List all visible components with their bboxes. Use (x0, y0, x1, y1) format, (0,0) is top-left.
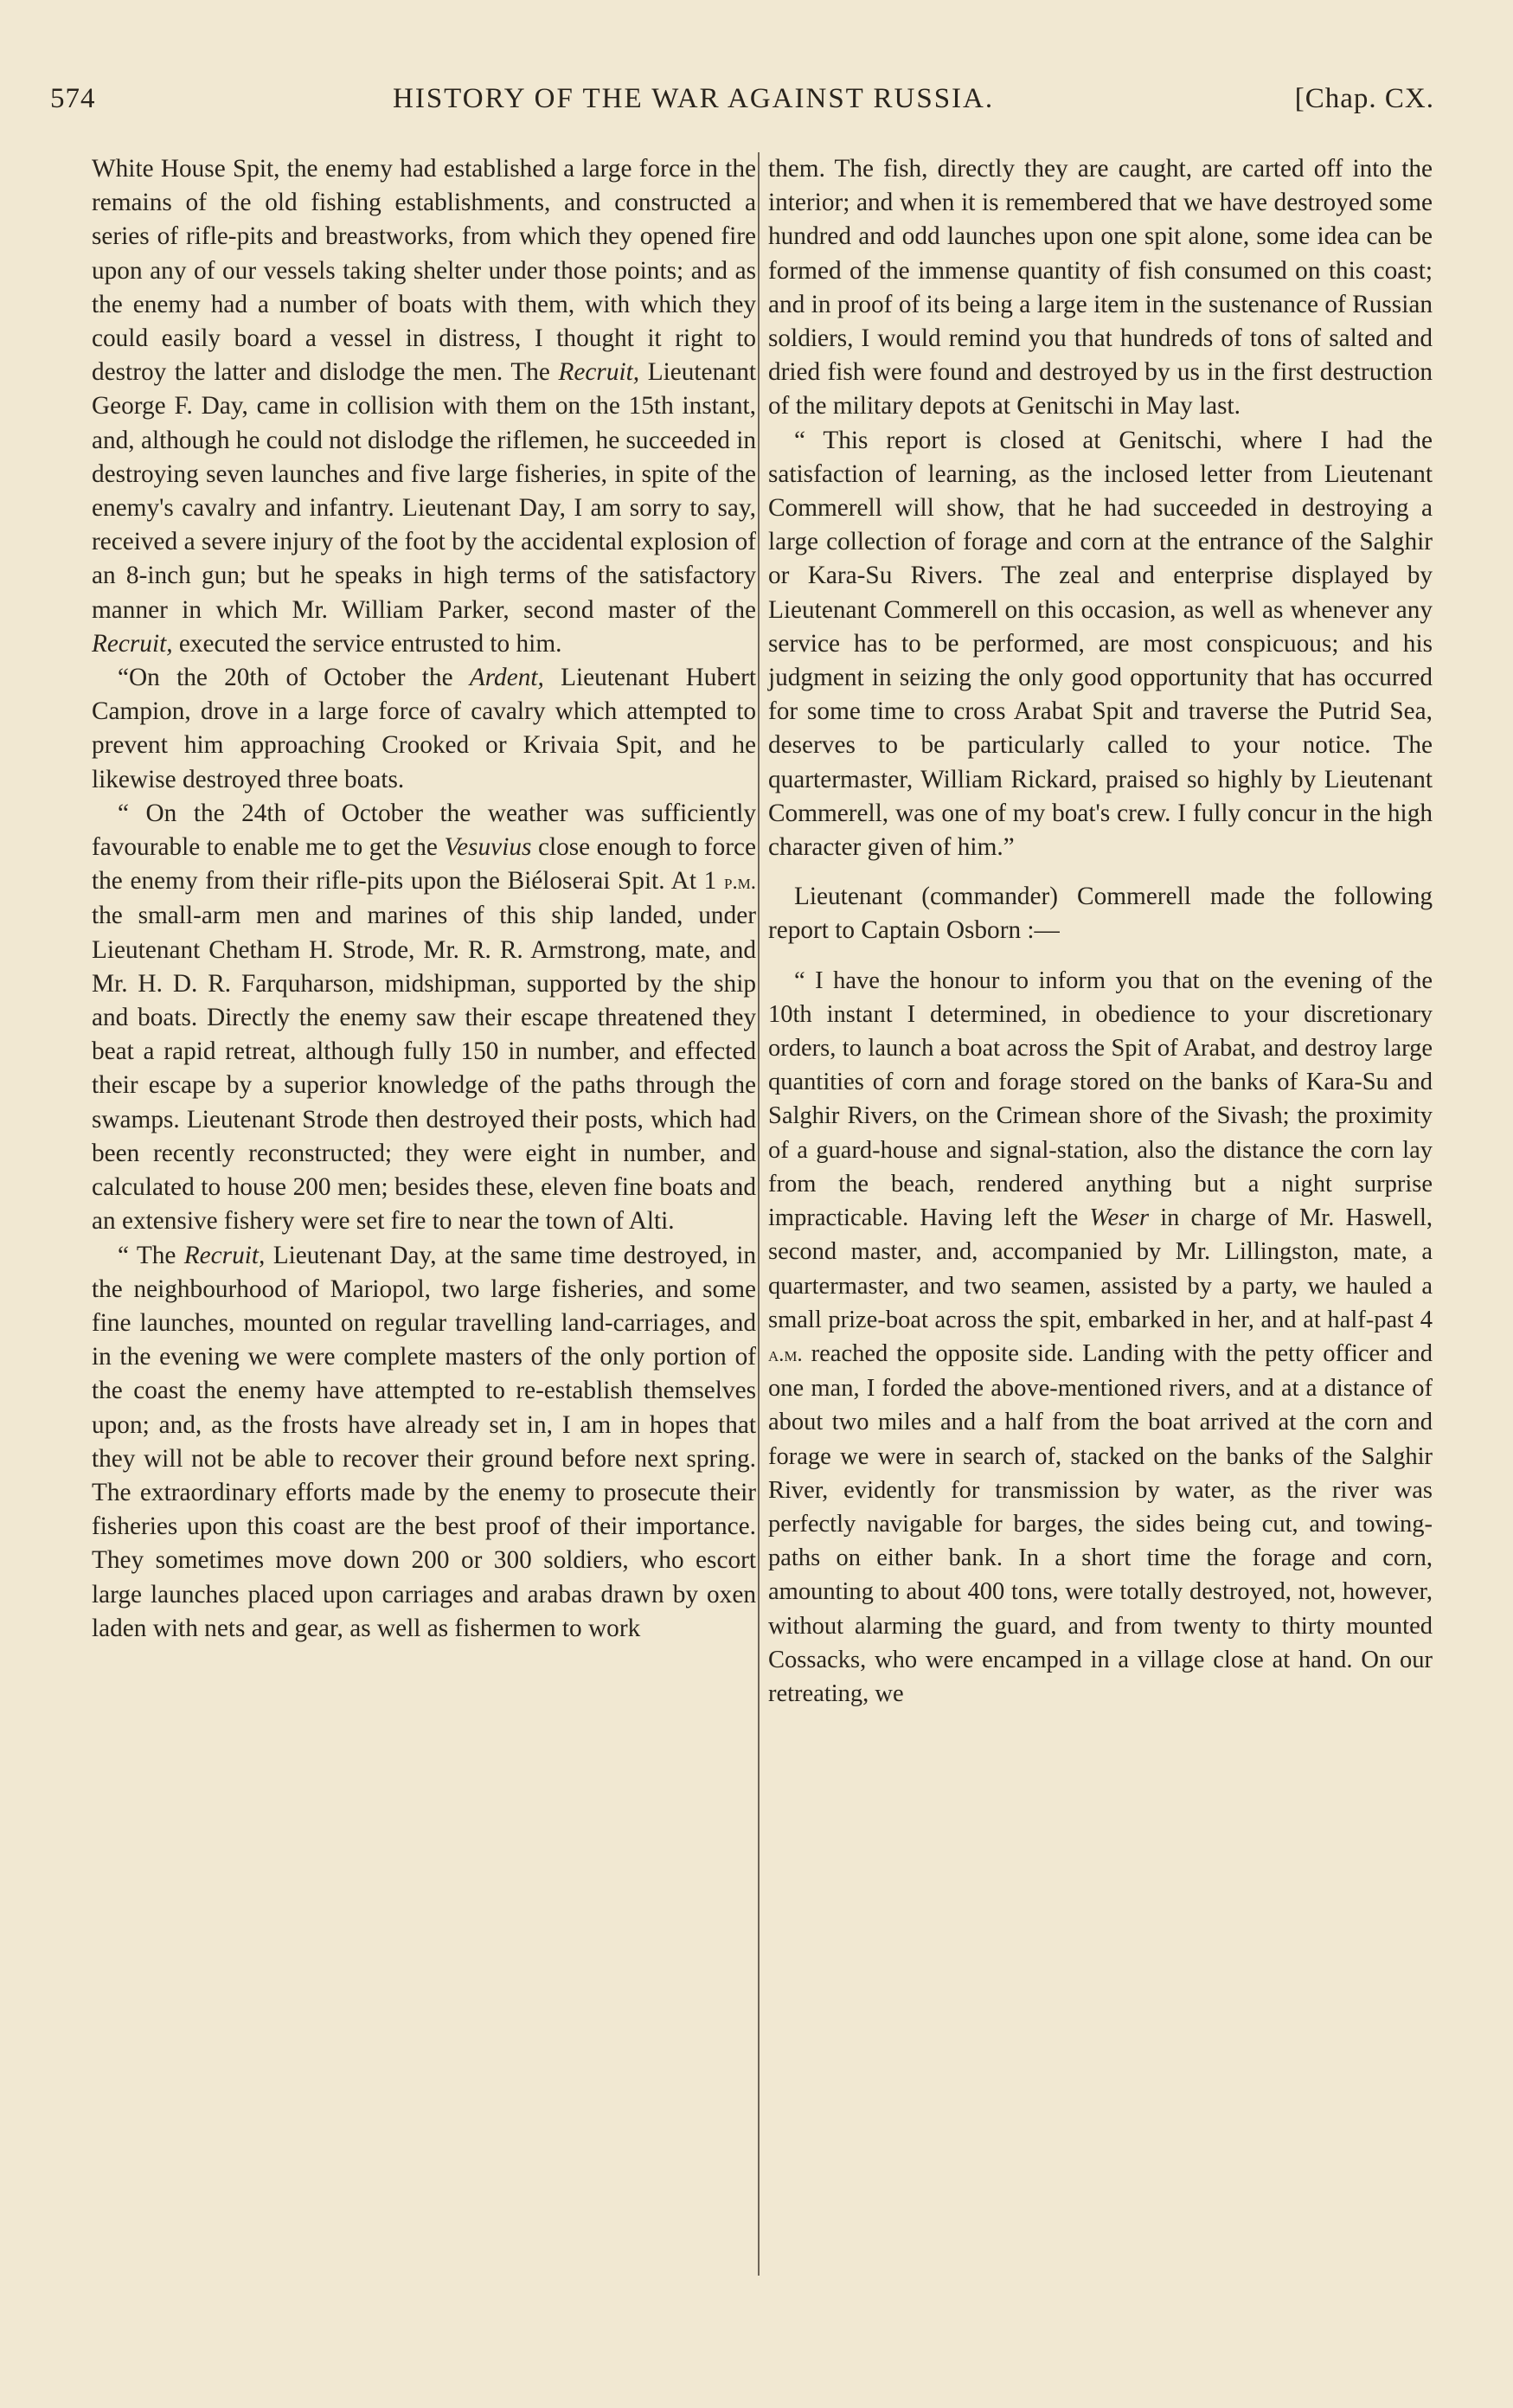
paragraph: Lieutenant (commander) Commerell made the following report to Captain Osborn :— (768, 883, 1433, 945)
text-run: White House Spit, the enemy had established a large force in the remains of the old fishing establishments, and constructed a series of rifle-pits and breastworks, from which they opened fire upon any of our vessels taking shelter under those points; and as the enemy had a number of boats with them, with which they could easily board a vessel in distress, I thought it right to destroy the latter and dislodge the men. The (92, 155, 756, 387)
ship-name: Ardent, (469, 664, 544, 692)
text-run: “On the 20th of October the (118, 664, 470, 692)
running-title: HISTORY OF THE WAR AGAINST RUSSIA. (393, 83, 995, 114)
ship-name: Weser (1089, 1204, 1150, 1232)
text-run: Lieutenant George F. Day, came in collision with them on the 15th instant, and, although he could not dislodge the riflemen, he succeeded in destroying seven launches and five large fisheries, in spite of the enemy's cavalry and infantry. Lieutenant Day, I am sorry to say, received a severe injury of the foot by the accidental explosion of an 8-inch gun; but he speaks in high terms of the satisfactory manner in which Mr. William Parker, second master of the (92, 358, 756, 624)
right-column (768, 152, 1433, 1711)
chapter-label: [Chap. CX. (1294, 83, 1434, 114)
text-run: the small-arm men and marines of this ship landed, under Lieutenant Chetham H. Strode, Mr. R. R. Armstrong, mate, and Mr. H. D. R. Farquharson, midshipman, supported by the ship and boats. Directly the enemy saw their escape threatened they beat a rapid retreat, although fully 150 in number, and effected their escape by a superior knowledge of the paths through the swamps. Lieutenant Strode then destroyed their posts, which had been recently reconstructed; they were eight in number, and calculated to house 200 men; besides these, eleven fine boats and an extensive fishery were set fire to near the town of Alti. (92, 902, 756, 1236)
time-abbrev: p.m. (723, 870, 756, 895)
paragraph (92, 797, 756, 1239)
time-abbrev: a.m. (768, 1342, 803, 1366)
text-run: reached the opposite side. Landing with the petty officer and one man, I forded the above-mentioned rivers, and at a distance of about two miles and a half from the boat arrived at the corn and forage we were in search of, stacked on the banks of the Salghir River, evidently for transmission by water, as the river was perfectly navigable for barges, the sides being cut, and towing-paths on either bank. In a short time the forage and corn, amounting to about 400 tons, were totally destroyed, not, however, without alarming the guard, and from twenty to thirty mounted Cossacks, who were encamped in a village close at hand. On our retreating, we (768, 1339, 1433, 1707)
ship-name: Recruit, (558, 358, 640, 387)
left-column (92, 152, 756, 1646)
paragraph: them. The fish, directly they are caught, are carted off into the interior; and when it is remembered that we have destroyed some hundred and odd launches upon one spit alone, some idea can be formed of the immense quantity of fish consumed on this coast; and in proof of its being a large item in the sustenance of Russian soldiers, I would remind you that hundreds of tons of salted and dried fish were found and destroyed by us in the first destruction of the military depots at Genitschi in May last. (768, 155, 1433, 421)
paragraph (92, 152, 756, 661)
paragraph: “ This report is closed at Genitschi, where I had the satisfaction of learning, as the inclosed letter from Lieutenant Commerell will show, that he had succeeded in destroying a large collection of forage and corn at the entrance of the Salghir or Kara-Su Rivers. The zeal and enterprise displayed by Lieutenant Commerell on this occasion, as well as whenever any service has to be performed, are most conspicuous; and his judgment in seizing the only good opportunity that has occurred for some time to cross Arabat Spit and traverse the Putrid Sea, deserves to be particularly called to your notice. The quartermaster, William Rickard, praised so highly by Lieutenant Commerell, was one of my boat's crew. I fully concur in the high character given of him.” (768, 426, 1433, 862)
paragraph (92, 1239, 756, 1646)
text-run: executed the service entrusted to him. (172, 629, 562, 658)
text-run: “ I have the honour to inform you that on the evening of the 10th instant I determined, in obedience to your discretionary orders, to launch a boat across the Spit of Arabat, and destroy large quantities of corn and forage stored on the banks of Kara-Su and Salghir Rivers, on the Crimean shore of the Sivash; the proximity of a guard-house and signal-station, also the distance the corn lay from the beach, rendered anything but a night surprise impracticable. Having left the (768, 966, 1433, 1232)
running-header (50, 83, 1434, 125)
page-number: 574 (50, 83, 96, 114)
text-run: Lieutenant Hubert Campion, drove in a large force of cavalry which attempted to prevent him approaching Crooked or Krivaia Spit, and he likewise destroyed three boats. (92, 664, 756, 793)
ship-name: Recruit, (92, 629, 173, 658)
paragraph (92, 661, 756, 797)
column-divider (758, 152, 760, 2276)
ship-name: Recruit, (183, 1241, 266, 1269)
text-run: in charge of Mr. Haswell, second master, and, accompanied by Mr. Lillingston, mate, a quartermaster, and two seamen, assisted by a party, we hauled a small prize-boat across the spit, embarked in her, and at half-past 4 (768, 1204, 1433, 1333)
text-run: close enough to force the enemy from their rifle-pits upon the Biéloserai Spit. At 1 (92, 833, 756, 896)
quoted-report (768, 964, 1433, 1711)
text-run: Lieutenant Day, at the same time destroyed, in the neighbourhood of Mariopol, two large fisheries, and some fine launches, mounted on regular travelling land-carriages, and in the evening we were complete masters of the only portion of the coast the enemy have attempted to re-establish themselves upon; and, as the frosts have already set in, I am in hopes that they will not be able to recover their ground before next spring. The extraordinary efforts made by the enemy to prosecute their fisheries upon this coast are the best proof of their importance. They sometimes move down 200 or 300 soldiers, who escort large launches placed upon carriages and arabas drawn by oxen laden with nets and gear, as well as fishermen to work (92, 1241, 756, 1642)
text-run: “ On the 24th of October the weather was sufficiently favourable to enable me to get the (92, 799, 756, 862)
text-run: “ The (118, 1241, 184, 1269)
ship-name: Vesuvius (444, 833, 532, 862)
